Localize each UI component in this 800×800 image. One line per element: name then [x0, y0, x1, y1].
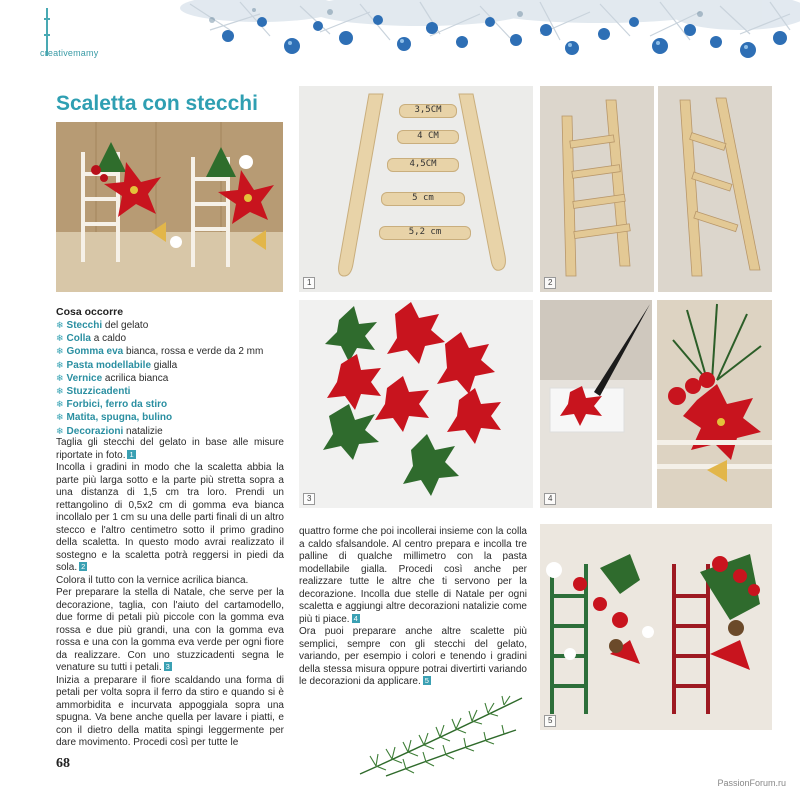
- material-item: ❄ Vernice acrilica bianca: [56, 372, 169, 384]
- snowflake-icon: ❄: [56, 399, 64, 410]
- material-item: ❄ Stecchi del gelato: [56, 320, 149, 331]
- snowflake-icon: ❄: [56, 333, 64, 344]
- instructions-column-2: [299, 526, 527, 689]
- material-item: ❄ Pasta modellabile gialla: [56, 359, 178, 371]
- measure-label: 4 CM: [397, 130, 459, 144]
- paragraph: Per preparare la stella di Natale, che serve per la decorazione, taglia, con l'aiuto del cartamodello, due forme di petali più piccole con la gomma eva rossa e due più grandi, una con la gomma eva rossa e una con la gomma eva verde per ogni fiore da realizzare. Con uno stuzzicadenti segna le venature su tutti i petali. 3: [56, 587, 284, 673]
- step-badge: 2: [81, 562, 86, 571]
- measure-label: 5 cm: [381, 192, 465, 206]
- snowflake-icon: ❄: [56, 372, 64, 383]
- photo-number: 4: [544, 493, 556, 505]
- paragraph: Inizia a preparare il fiore scaldando una forma di petali per volta sopra il ferro da stiro e quando si è ammorbidita e incurvata appoggiala sopra una spugna. Va bene anche quella per lavare i piatti, e con il dietro della matita spingi leggermente per dare movimento. Procedi così per tutte le: [56, 674, 284, 748]
- materials-heading: Cosa occorre: [56, 306, 124, 318]
- snowflake-icon: ❄: [56, 359, 64, 370]
- material-item: ❄ Gomma eva bianca, rossa e verde da 2 mm: [56, 346, 264, 358]
- paragraph: Colora il tutto con la vernice acrilica bianca.: [56, 574, 249, 586]
- snowflake-icon: ❄: [56, 425, 64, 436]
- measure-label: 5,2 cm: [379, 226, 471, 240]
- material-item: ❄ Matita, spugna, bulino: [56, 412, 173, 424]
- step-badge: 3: [165, 662, 170, 671]
- photo-number: 2: [544, 277, 556, 289]
- measure-label: 3,5CM: [399, 104, 457, 118]
- paragraph: quattro forme che poi incollerai insieme con la colla a caldo sfalsandole. Al centro prepara e incolla tre palline di qualche millimetro con la pasta modellabile gialla. Procedi così anche per realizzare tutte le altre che ti servono per la decorazione. Incolla due stelle di Natale per ogni scaletta e aggiungi altre decorazioni natalizie come più ti piace. 4: [299, 526, 527, 625]
- measure-label: 4,5CM: [387, 158, 459, 172]
- step-photo-4: [540, 300, 652, 508]
- step-photo-5: [540, 524, 772, 730]
- material-item: ❄ Decorazioni natalizie: [56, 425, 163, 437]
- snowflake-icon: ❄: [56, 386, 64, 397]
- materials-list: [56, 319, 263, 438]
- photo-number: 3: [303, 493, 315, 505]
- page-number: 68: [56, 756, 70, 771]
- material-item: ❄ Forbici, ferro da stiro: [56, 399, 168, 411]
- hero-photo: [56, 122, 283, 292]
- snowflake-icon: ❄: [56, 412, 64, 423]
- pine-branch-image: [356, 690, 526, 780]
- brand-logo: creativemamy: [40, 48, 99, 58]
- paragraph: Taglia gli stecchi del gelato in base alle misure riportate in foto. 1: [56, 437, 284, 461]
- poinsettia-photo: [657, 300, 772, 508]
- photo-number: 5: [544, 715, 556, 727]
- paragraph: Incolla i gradini in modo che la scaletta abbia la parte più larga sotto e la parte più stretta sopra a una distanza di 1,5 cm tra loro. Prendi un rettangolino di 0,5x2 cm di gomma eva bianca incollalo per 1 cm su una delle parti finali di un altro stecco e l'altro centimetro sotto il primo gradino della scaletta. In questo modo avrai realizzato il sostegno e la scaletta potrà reggersi in piedi da sola. 2: [56, 462, 284, 573]
- step-photo-1: [299, 86, 533, 292]
- paragraph: Ora puoi preparare anche altre scalette più semplici, sempre con gli stecchi del gelato, variando, per esempio i colori e tenendo i gradini della stessa misura oppure potrai divertirti variando le decorazioni da applicare. 5: [299, 626, 527, 687]
- step-badge: 1: [129, 449, 134, 459]
- page-title: Scaletta con stecchi: [56, 92, 258, 115]
- step-photo-3: [299, 300, 533, 508]
- christmas-garland-image: [0, 0, 800, 72]
- step-photo-2: [540, 86, 772, 292]
- material-item: ❄ Colla a caldo: [56, 333, 127, 345]
- material-item: ❄ Stuzzicadenti: [56, 386, 131, 398]
- photo-number: 1: [303, 277, 315, 289]
- snowflake-icon: ❄: [56, 346, 64, 357]
- header-decoration: [0, 0, 800, 72]
- instructions-column-1: [56, 437, 284, 750]
- step-badge: 5: [424, 676, 429, 685]
- step-badge: 4: [353, 613, 358, 623]
- snowflake-icon: ❄: [56, 320, 64, 330]
- watermark: PassionForum.ru: [717, 778, 786, 788]
